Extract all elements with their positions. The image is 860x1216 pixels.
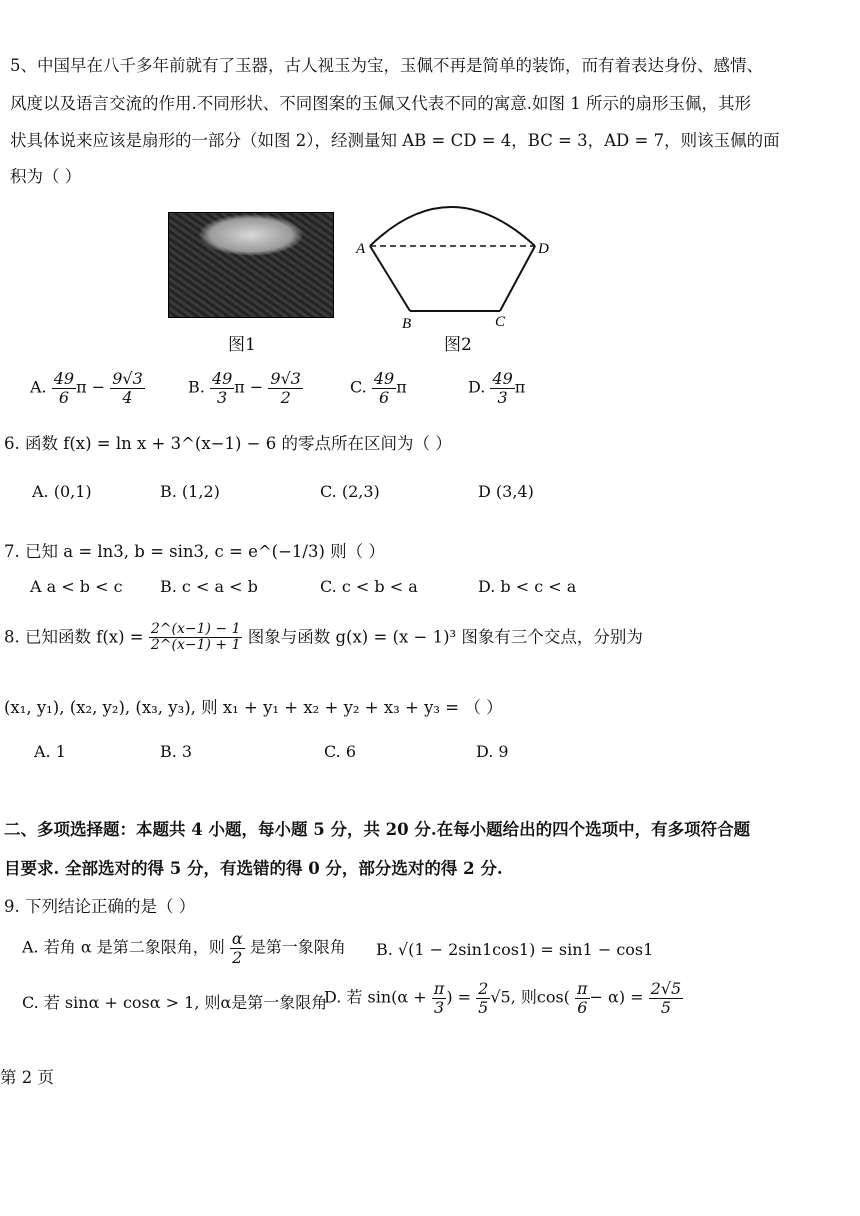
page-number: 第 2 页: [0, 1068, 54, 1087]
q5-stem-line1: 5、中国早在八千多年前就有了玉器，古人视玉为宝，玉佩不再是简单的装饰，而有着表达身份、感情、: [10, 56, 763, 75]
q9-option-d-mid3: − α) =: [589, 987, 644, 1007]
q5-option-a-frac1: $\frac{49}{6}$: [53, 369, 75, 407]
q5-option-a-frac2: $\frac{9√3}{4}$: [112, 369, 143, 407]
q7-stem: 7. 已知 a = ln3, b = sin3, c = e^(−1/3) 则（ ）: [4, 542, 385, 561]
figure2-fan-diagram: [350, 198, 560, 338]
q7-option-a[interactable]: A a < b < c: [30, 577, 123, 596]
section2-heading-line1: 二、多项选择题：本题共 4 小题，每小题 5 分，共 20 分.在每小题给出的四个选项中，有多项符合题: [4, 820, 751, 839]
q7-option-c[interactable]: C. c < b < a: [320, 577, 418, 596]
q6-option-d[interactable]: D (3,4): [478, 482, 534, 501]
q8-stem-prefix: 8. 已知函数 f(x) =: [4, 627, 144, 647]
figure1-jade-pendant-photo: [168, 212, 334, 318]
q8-option-c[interactable]: C. 6: [324, 742, 357, 761]
q9-stem: 9. 下列结论正确的是（ ）: [4, 897, 196, 916]
q7-option-d[interactable]: D. b < c < a: [478, 577, 577, 596]
section2-heading-line2: 目要求. 全部选对的得 5 分，有选错的得 0 分，部分选对的得 2 分.: [4, 859, 503, 878]
q9-option-d-prefix: D. 若 sin(α +: [324, 987, 427, 1007]
q9-option-d-frac2: $\frac{2}{5}$: [478, 979, 489, 1017]
q9-option-b[interactable]: B. √(1 − 2sin1cos1) = sin1 − cos1: [376, 940, 654, 959]
q9-option-a[interactable]: [22, 930, 346, 966]
q9-option-a-prefix: A. 若角 α 是第二象限角，则: [22, 937, 225, 957]
q5-option-a[interactable]: [30, 370, 145, 406]
figure2-caption: 图2: [444, 335, 472, 355]
q7-option-b[interactable]: B. c < a < b: [160, 577, 258, 596]
figure2-side-cd: [500, 246, 535, 311]
q5-option-c-frac: $\frac{49}{6}$: [373, 369, 395, 407]
q5-option-b-frac2: $\frac{9√3}{2}$: [270, 369, 301, 407]
q9-option-d-frac4: $\frac{2√5}{5}$: [650, 979, 682, 1017]
q5-option-c[interactable]: [350, 370, 407, 406]
q6-stem: 6. 函数 f(x) = ln x + 3^(x−1) − 6 的零点所在区间为（ ）: [4, 434, 452, 453]
q5-option-b-frac1: $\frac{49}{3}$: [211, 369, 233, 407]
q5-option-a-label: A.: [30, 377, 47, 397]
figure2-point-b: B: [402, 316, 412, 332]
q5-option-b-label: B.: [188, 377, 205, 397]
q9-option-d-mid1: ) =: [446, 987, 472, 1007]
q5-option-a-pi: π −: [76, 377, 106, 397]
figure2-point-c: C: [495, 314, 506, 330]
figure2-point-d: D: [538, 241, 549, 257]
q8-stem-line1: [4, 622, 643, 654]
q9-option-d-frac1: $\frac{\pi}{3}$: [433, 979, 445, 1017]
q5-option-b[interactable]: [188, 370, 303, 406]
q5-option-d-pi: π: [514, 377, 526, 397]
q9-option-d-frac3: $\frac{\pi}{6}$: [577, 979, 588, 1017]
q5-option-d-frac: $\frac{49}{3}$: [492, 369, 513, 407]
figure2-arc: [370, 207, 535, 246]
q5-option-b-pi: π −: [234, 377, 264, 397]
q5-option-d-label: D.: [468, 377, 486, 397]
q5-stem-line4: 积为（ ）: [10, 167, 82, 186]
q6-option-a[interactable]: A. (0,1): [32, 482, 92, 501]
q6-option-c[interactable]: C. (2,3): [320, 482, 380, 501]
q8-option-b[interactable]: B. 3: [160, 742, 193, 761]
q8-fraction: $\frac{2\^{}(x-1) - 1}{2\^{}(x-1) + 1}$: [150, 621, 241, 654]
q9-option-d[interactable]: [324, 980, 683, 1016]
q5-option-d[interactable]: [468, 370, 525, 406]
q5-stem-line3: 状具体说来应该是扇形的一部分（如图 2），经测量知 AB = CD = 4，BC = 3，AD = 7，则该玉佩的面: [10, 131, 780, 150]
q5-stem-line2: 风度以及语言交流的作用.不同形状、不同图案的玉佩又代表不同的寓意.如图 1 所示的扇形玉佩，其形: [10, 94, 751, 113]
q9-option-d-mid2: √5, 则cos(: [490, 987, 570, 1007]
q9-option-c[interactable]: C. 若 sinα + cosα > 1, 则α是第一象限角: [22, 993, 328, 1012]
q6-option-b[interactable]: B. (1,2): [160, 482, 220, 501]
q9-option-a-frac: $\frac{\alpha}{2}$: [231, 929, 243, 967]
q5-option-c-pi: π: [396, 377, 407, 397]
q8-option-a[interactable]: A. 1: [34, 742, 66, 761]
q8-stem-suffix: 图象与函数 g(x) = (x − 1)³ 图象有三个交点，分别为: [247, 627, 643, 647]
q9-option-a-suffix: 是第一象限角: [249, 937, 346, 957]
q8-option-d[interactable]: D. 9: [476, 742, 509, 761]
figure2-side-ab: [370, 246, 410, 311]
q8-stem-line2: (x₁, y₁), (x₂, y₂), (x₃, y₃), 则 x₁ + y₁ + x₂ + y₂ + x₃ + y₃ = （ ）: [4, 698, 503, 717]
figure2-point-a: A: [356, 241, 366, 257]
figure1-caption: 图1: [228, 335, 256, 355]
q5-option-c-label: C.: [350, 377, 367, 397]
